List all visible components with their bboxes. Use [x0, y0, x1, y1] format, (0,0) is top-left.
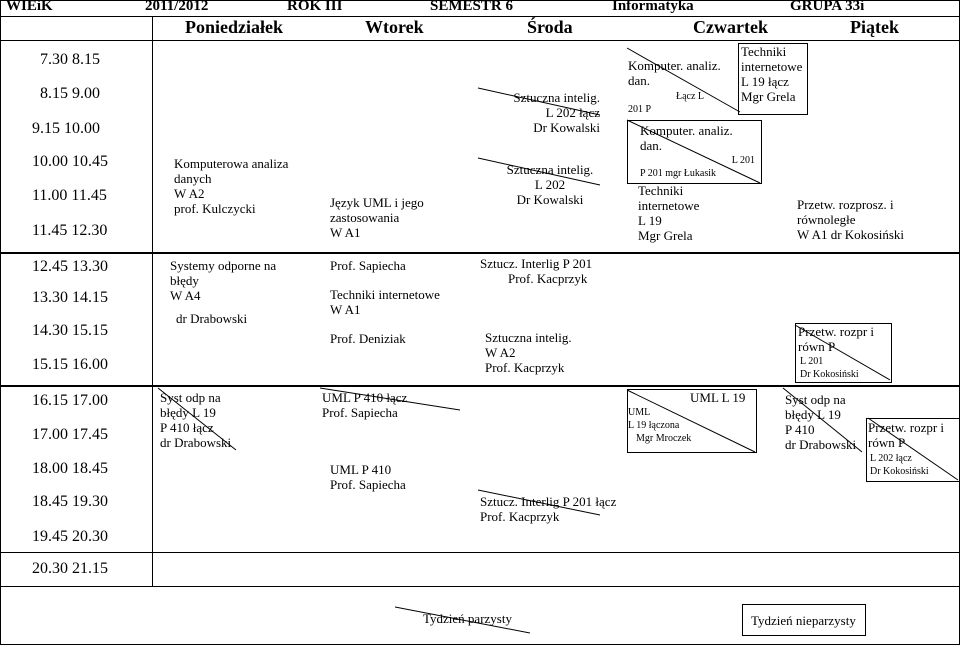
header-course-year: ROK III [287, 0, 343, 14]
class-line: Komputer. analiz. [628, 58, 721, 73]
class-tuesday-2 [330, 258, 480, 346]
legend-even-week-label: Tydzień parzysty [423, 611, 512, 626]
class-line: danych [174, 171, 212, 186]
header-semester: SEMESTR 6 [430, 0, 513, 14]
class-friday-3 [785, 392, 875, 452]
class-line: UML P 410 łącz [322, 390, 408, 405]
class-thursday-3-detail [628, 406, 753, 445]
day-friday: Piątek [850, 17, 899, 37]
class-line: Techniki [741, 44, 787, 59]
class-line: Systemy odporne na [170, 258, 277, 273]
class-line [330, 273, 480, 287]
class-line: W A4 [170, 288, 201, 303]
class-line: dr Drabowski [176, 311, 248, 326]
class-line: Prof. Kacprzyk [485, 360, 565, 375]
class-line: dr Drabowski [160, 435, 232, 450]
time-slot: 9.15 10.00 [32, 120, 100, 137]
class-friday-2 [798, 324, 890, 354]
class-line: P 201 mgr Łukasik [640, 168, 717, 179]
class-line: Dr Kowalski [533, 120, 600, 135]
class-line: równ P [798, 339, 836, 354]
time-slot: 16.15 17.00 [32, 392, 108, 409]
class-wednesday-5 [480, 494, 630, 524]
class-line: Mgr Mroczek [636, 433, 692, 444]
class-line: P 410 łącz [160, 420, 214, 435]
class-line: Prof. Deniziak [330, 331, 406, 346]
class-line: Sztucz. Interlig P 201 łącz [480, 494, 617, 509]
class-thursday-2b [638, 183, 758, 243]
class-line: dan. [640, 138, 663, 153]
day-tuesday: Wtorek [365, 17, 424, 37]
class-line: W A2 [174, 186, 205, 201]
class-line: L 202 łącz [870, 453, 912, 464]
class-line: Sztucz. Interlig P 201 [480, 256, 593, 271]
class-friday-1 [797, 197, 957, 242]
legend-odd-week [742, 604, 866, 636]
class-line: Techniki [638, 183, 684, 198]
class-line: L 19 łączona [628, 420, 680, 431]
time-slot: 14.30 15.15 [32, 322, 108, 339]
class-thursday-2a-detail [640, 154, 755, 180]
class-line: Prof. Kacprzyk [480, 509, 560, 524]
class-friday-4 [868, 420, 958, 450]
class-line: Język UML i jego [330, 195, 424, 210]
day-monday: Poniedziałek [185, 17, 283, 37]
class-line: L 202 [534, 177, 566, 192]
class-line: Sztuczna intelig. [513, 90, 600, 105]
class-tuesday-1 [330, 195, 470, 240]
time-slot: 11.45 12.30 [32, 222, 108, 239]
header-year: 2011/2012 [145, 0, 209, 14]
class-line: równ P [868, 435, 906, 450]
class-line: Prof. Sapiecha [322, 405, 398, 420]
class-thursday-3-title: UML L 19 [690, 390, 746, 405]
class-line: Mgr Grela [741, 89, 796, 104]
class-line: Dr Kokosiński [870, 466, 929, 477]
class-line: równoległe [797, 212, 856, 227]
time-slot: 20.30 21.15 [32, 560, 108, 577]
class-tuesday-3 [322, 390, 472, 420]
class-thursday-1a [628, 58, 738, 88]
time-slot: 19.45 20.30 [32, 528, 108, 545]
day-thursday: Czwartek [693, 17, 768, 37]
time-slot: 18.45 19.30 [32, 493, 108, 510]
time-slot: 18.00 18.45 [32, 460, 108, 477]
class-thursday-2a [640, 123, 750, 153]
class-line: Prof. Sapiecha [330, 258, 406, 273]
time-slot: 7.30 8.15 [40, 51, 100, 68]
class-wednesday-4 [485, 330, 625, 375]
class-line: Komputerowa analiza [174, 156, 289, 171]
class-wednesday-1 [480, 90, 600, 135]
class-line: dr Drabowski [785, 437, 857, 452]
legend-odd-week-label: Tydzień nieparzysty [751, 613, 856, 628]
class-monday-2 [170, 258, 320, 326]
class-wednesday-3 [480, 256, 620, 286]
time-slot: 17.00 17.45 [32, 426, 108, 443]
class-line: Łącz L [676, 91, 705, 102]
class-line: Dr Kowalski [516, 192, 584, 207]
class-line: Mgr Grela [638, 228, 693, 243]
class-line: Syst odp na [785, 392, 846, 407]
class-line: Komputer. analiz. [640, 123, 733, 138]
class-line: Dr Kokosiński [800, 369, 859, 380]
class-line: W A1 [330, 225, 361, 240]
class-line: L 201 [731, 155, 755, 166]
class-line: błędy L 19 [785, 407, 841, 422]
time-slot: 13.30 14.15 [32, 289, 108, 306]
class-line [330, 317, 480, 331]
class-line: UML P 410 [330, 462, 392, 477]
class-line: błędy [170, 273, 199, 288]
class-line: UML [628, 407, 651, 418]
class-line: Techniki internetowe [330, 287, 440, 302]
class-friday-4-detail [870, 452, 958, 478]
class-line: prof. Kulczycki [174, 201, 256, 216]
class-line: Prof. Sapiecha [330, 477, 406, 492]
class-wednesday-2 [500, 162, 600, 207]
class-line: Przetw. rozpr i [798, 324, 875, 339]
class-line: Sztuczna intelig. [506, 162, 594, 177]
class-thursday-1b [741, 44, 807, 104]
class-line [170, 303, 320, 311]
class-tuesday-4 [330, 462, 480, 492]
header-field: Informatyka [612, 0, 694, 14]
class-line: Syst odp na [160, 390, 221, 405]
class-thursday-1a-detail [628, 90, 738, 116]
class-line: Sztuczna intelig. [485, 330, 572, 345]
class-monday-3 [160, 390, 310, 450]
class-line: W A1 dr Kokosiński [797, 227, 905, 242]
class-friday-2-detail [800, 355, 890, 381]
class-line: W A2 [485, 345, 516, 360]
class-line: Prof. Kacprzyk [508, 271, 588, 286]
time-slot: 8.15 9.00 [40, 85, 100, 102]
time-slot: 12.45 13.30 [32, 258, 108, 275]
class-line: L 202 łącz [545, 105, 600, 120]
class-line: internetowe [638, 198, 700, 213]
time-slot: 11.00 11.45 [32, 187, 107, 204]
header-faculty: WIEiK [6, 0, 53, 14]
time-slot: 10.00 10.45 [32, 153, 108, 170]
class-line: W A1 [330, 302, 361, 317]
legend-even-week [395, 605, 530, 635]
day-wednesday: Środa [527, 17, 573, 37]
class-line: L 201 [800, 356, 824, 367]
class-line: Przetw. rozprosz. i [797, 197, 894, 212]
class-line: 201 P [628, 104, 652, 115]
class-line: zastosowania [330, 210, 400, 225]
class-line: dan. [628, 73, 651, 88]
class-line: błędy L 19 [160, 405, 216, 420]
class-monday-1 [166, 156, 316, 216]
class-line: Przetw. rozpr i [868, 420, 945, 435]
class-line: internetowe [741, 59, 803, 74]
class-line: P 410 [785, 422, 815, 437]
class-line: L 19 [638, 213, 662, 228]
header-group: GRUPA 33i [790, 0, 865, 14]
time-slot: 15.15 16.00 [32, 356, 108, 373]
class-line: L 19 łącz [741, 74, 789, 89]
